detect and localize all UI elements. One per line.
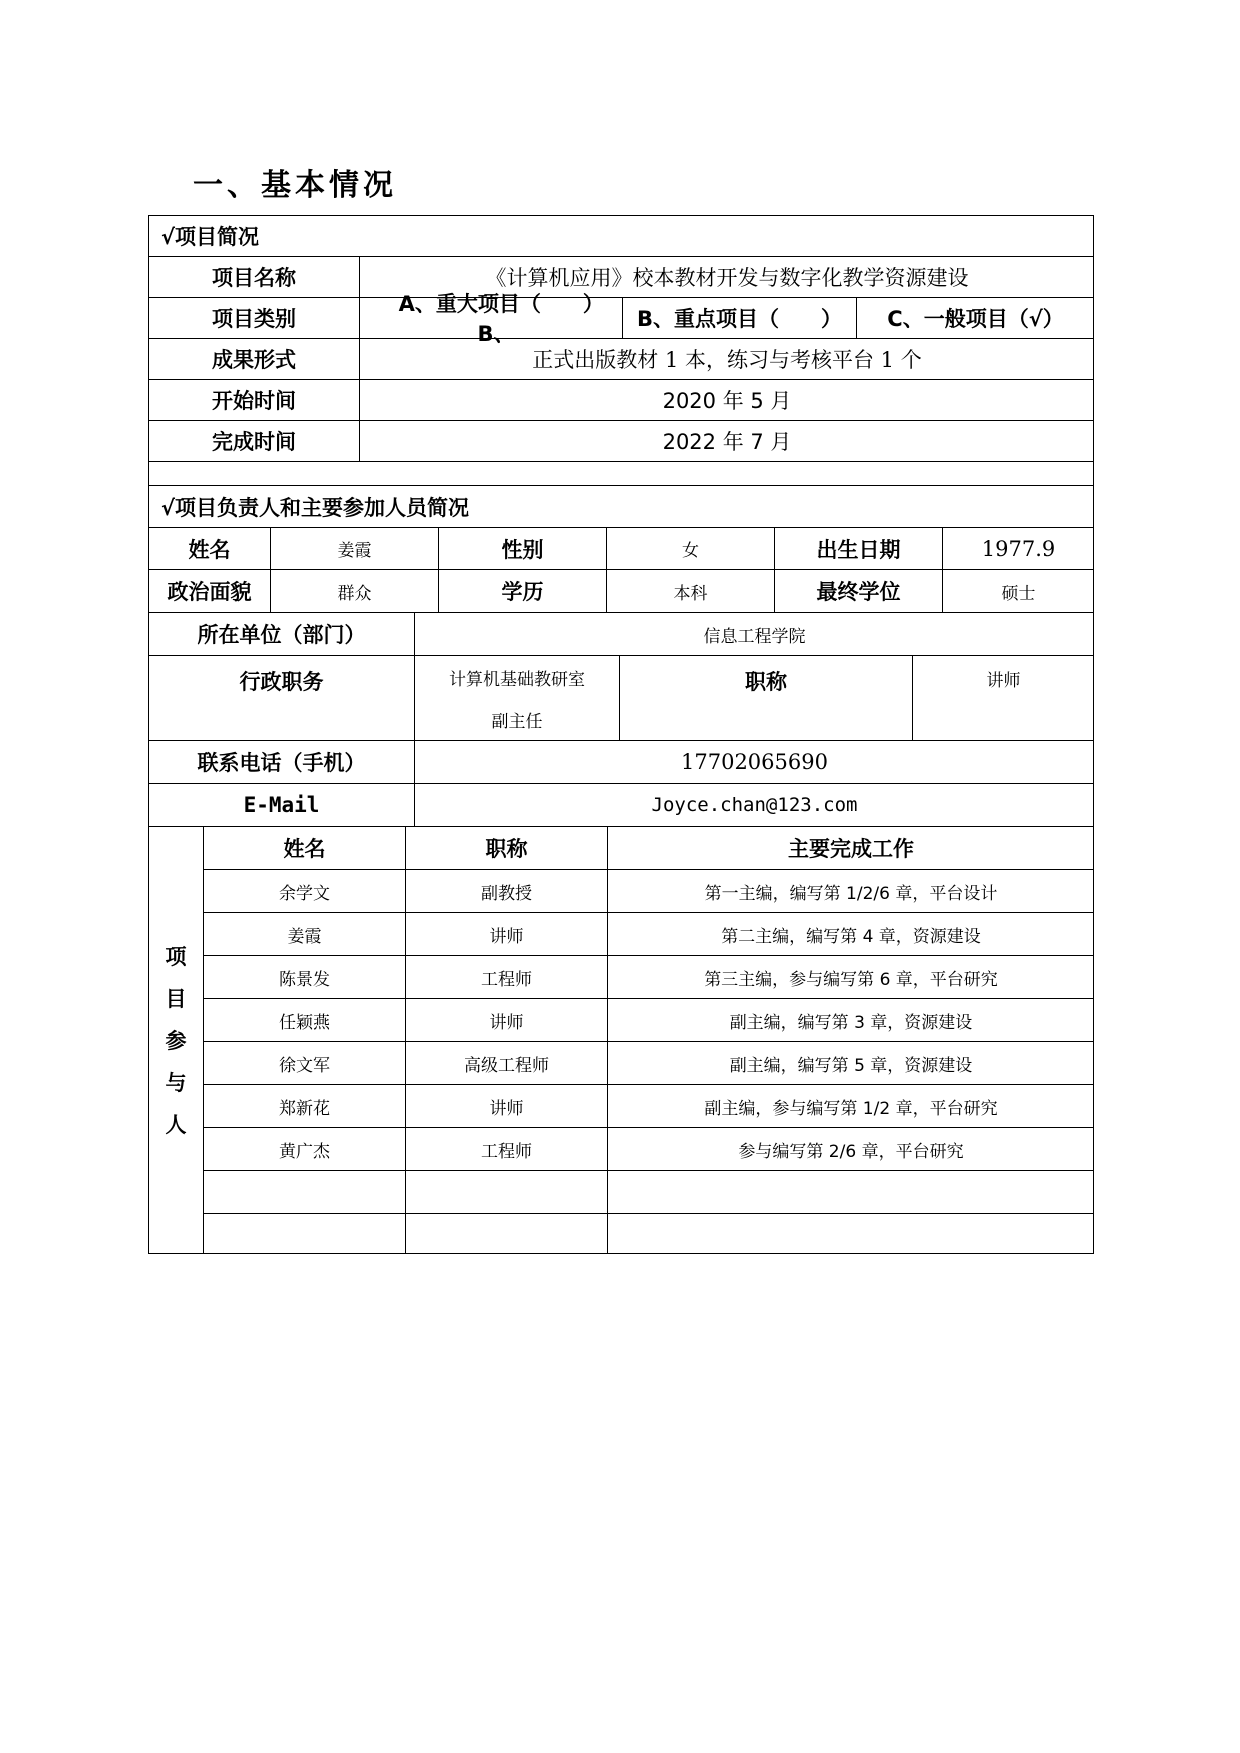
participant-work: 参与编写第 2/6 章，平台研究	[607, 1127, 1094, 1170]
side-char: 目	[165, 986, 187, 1011]
admin-position-line1: 计算机基础教研室	[449, 669, 585, 690]
admin-position-label: 行政职务	[148, 655, 414, 740]
participant-title: 讲师	[405, 1084, 607, 1127]
admin-position-line2: 副主任	[491, 711, 543, 732]
leader-name-label: 姓名	[148, 527, 270, 569]
outcome-label: 成果形式	[148, 338, 359, 379]
participant-name: 陈景发	[203, 955, 405, 998]
end-time-value: 2022 年 7 月	[359, 420, 1094, 461]
category-option-b: B、重点项目（ ）	[622, 297, 856, 338]
email-value: Joyce.chan@123.com	[414, 783, 1094, 826]
participant-title: 讲师	[405, 912, 607, 955]
participant-name	[203, 1170, 405, 1213]
participant-title	[405, 1170, 607, 1213]
participants-header-name: 姓名	[203, 826, 405, 869]
leader-heading: √项目负责人和主要参加人员简况	[148, 485, 1094, 527]
birth-date-label: 出生日期	[774, 527, 942, 569]
degree-label: 最终学位	[774, 569, 942, 612]
email-label: E-Mail	[148, 783, 414, 826]
participant-name: 任颖燕	[203, 998, 405, 1041]
degree-value: 硕士	[942, 569, 1094, 612]
unit-value: 信息工程学院	[414, 612, 1094, 655]
phone-value: 17702065690	[414, 740, 1094, 783]
side-char: 参	[165, 1028, 187, 1053]
participant-work: 副主编，编写第 5 章，资源建设	[607, 1041, 1094, 1084]
section-title: 一、基本情况	[193, 168, 397, 203]
project-category-label: 项目类别	[148, 297, 359, 338]
political-status-value: 群众	[270, 569, 438, 612]
participant-work: 第二主编，编写第 4 章，资源建设	[607, 912, 1094, 955]
participant-work	[607, 1170, 1094, 1213]
professional-title-value: 讲师	[912, 655, 1094, 740]
category-option-c: C、一般项目（√）	[856, 297, 1094, 338]
category-option-a: A、重大项目（ ） B、	[359, 297, 622, 338]
project-summary-heading: √项目简况	[148, 215, 1094, 256]
participant-title: 高级工程师	[405, 1041, 607, 1084]
participants-header-title: 职称	[405, 826, 607, 869]
birth-date-value: 1977.9	[942, 527, 1094, 569]
participant-work: 副主编，参与编写第 1/2 章，平台研究	[607, 1084, 1094, 1127]
participant-name: 徐文军	[203, 1041, 405, 1084]
end-time-label: 完成时间	[148, 420, 359, 461]
unit-label: 所在单位（部门）	[148, 612, 414, 655]
outcome-value: 正式出版教材 1 本，练习与考核平台 1 个	[359, 338, 1094, 379]
basic-info-table	[148, 215, 1094, 1254]
participant-name	[203, 1213, 405, 1254]
participant-title: 副教授	[405, 869, 607, 912]
admin-position-value	[414, 655, 619, 740]
participant-title: 工程师	[405, 955, 607, 998]
participant-title: 工程师	[405, 1127, 607, 1170]
leader-name-value: 姜霞	[270, 527, 438, 569]
start-time-value: 2020 年 5 月	[359, 379, 1094, 420]
spacer-row	[148, 461, 1094, 485]
participant-work: 副主编，编写第 3 章，资源建设	[607, 998, 1094, 1041]
education-value: 本科	[606, 569, 774, 612]
participant-name: 姜霞	[203, 912, 405, 955]
professional-title-label: 职称	[619, 655, 912, 740]
gender-value: 女	[606, 527, 774, 569]
gender-label: 性别	[438, 527, 606, 569]
participant-work: 第一主编，编写第 1/2/6 章，平台设计	[607, 869, 1094, 912]
participant-title: 讲师	[405, 998, 607, 1041]
project-name-value: 《计算机应用》校本教材开发与数字化教学资源建设	[359, 256, 1094, 297]
participant-name: 郑新花	[203, 1084, 405, 1127]
participant-name: 黄广杰	[203, 1127, 405, 1170]
participant-work: 第三主编，参与编写第 6 章，平台研究	[607, 955, 1094, 998]
participants-header-work: 主要完成工作	[607, 826, 1094, 869]
participant-work	[607, 1213, 1094, 1254]
political-status-label: 政治面貌	[148, 569, 270, 612]
start-time-label: 开始时间	[148, 379, 359, 420]
side-char: 项	[165, 944, 187, 969]
participants-side-label	[148, 826, 203, 1254]
participant-title	[405, 1213, 607, 1254]
side-char: 与	[165, 1070, 187, 1095]
project-name-label: 项目名称	[148, 256, 359, 297]
participant-name: 余学文	[203, 869, 405, 912]
education-label: 学历	[438, 569, 606, 612]
side-char: 人	[165, 1112, 187, 1137]
phone-label: 联系电话（手机）	[148, 740, 414, 783]
